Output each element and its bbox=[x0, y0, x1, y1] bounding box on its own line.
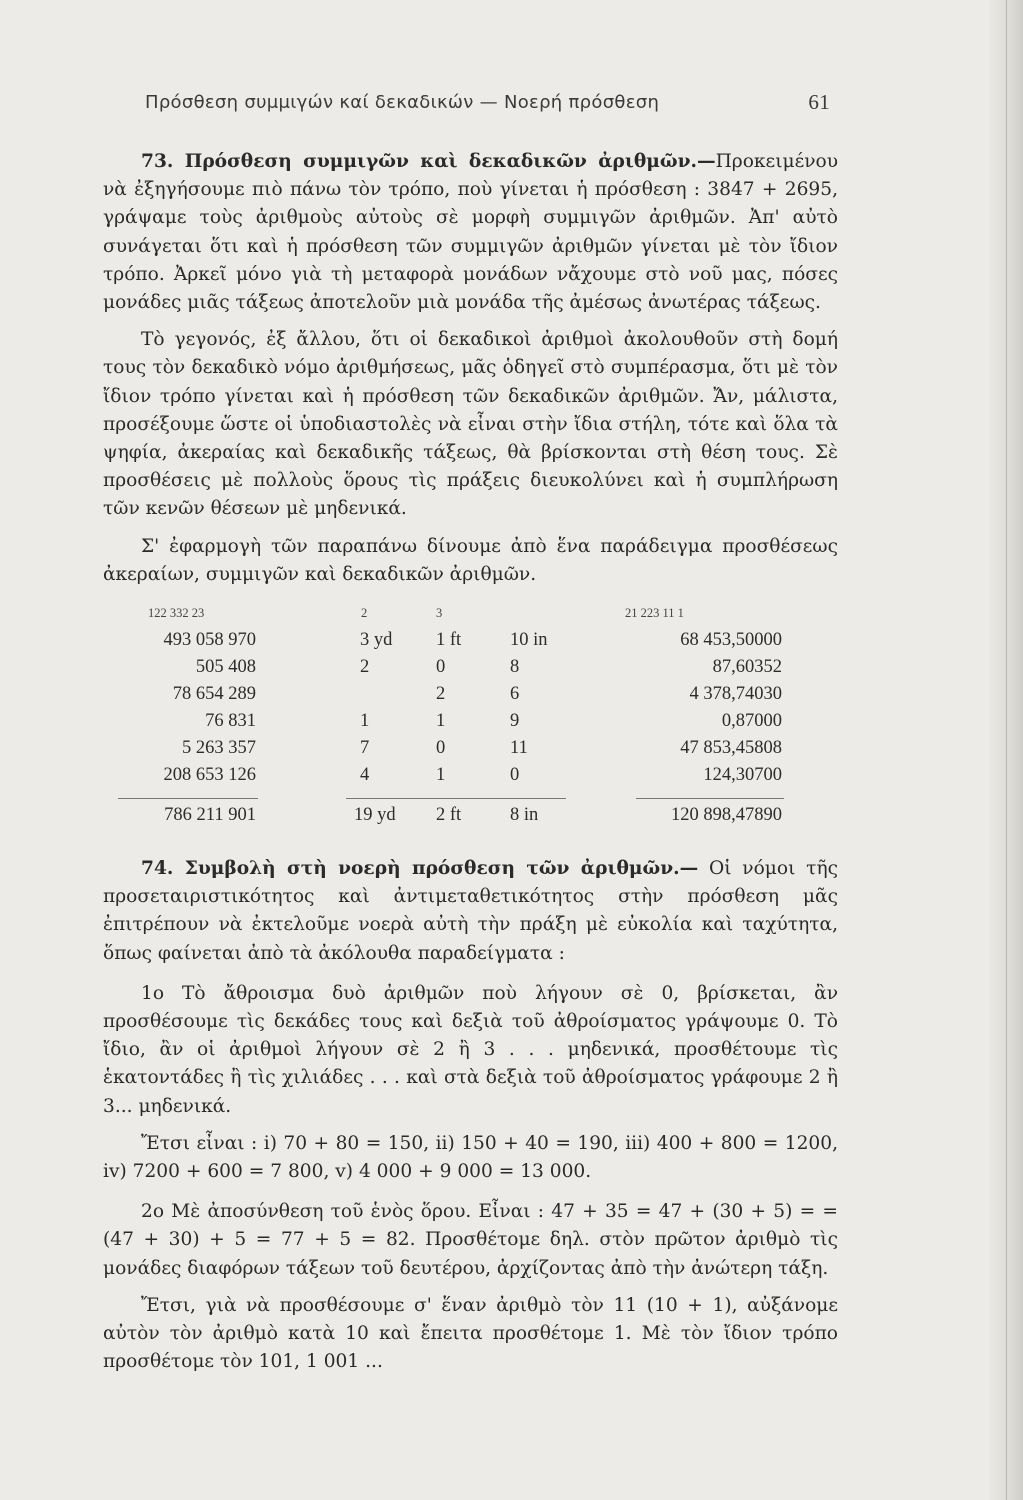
integers-addend: 208 653 126 bbox=[163, 765, 256, 785]
compound-yd: 3 yd bbox=[360, 630, 393, 650]
integers-addend: 493 058 970 bbox=[163, 630, 256, 650]
section-74-item-1-lead: 1ο Τὸ ἄθροισμα δυὸ ἀριθμῶν ποὺ λήγουν σὲ 0, bbox=[141, 982, 680, 1004]
compound-ft: 1 ft bbox=[436, 630, 462, 650]
decimals-addend: 0,87000 bbox=[721, 711, 782, 731]
section-74-item-2-lead: 2ο Μὲ ἀποσύνθεση τοῦ ἑνὸς ὅρου. bbox=[141, 1201, 472, 1223]
compound-ft: 1 bbox=[436, 765, 446, 785]
decimals-addend: 124,30700 bbox=[703, 765, 782, 785]
section-74-item-1 bbox=[103, 980, 838, 1121]
compound-carry: 2 bbox=[361, 606, 368, 620]
compound-in: 0 bbox=[510, 765, 520, 785]
running-title: Πρόσθεση συμμιγών καί δεκαδικών — Νοερή πρόσθεση bbox=[145, 92, 660, 113]
addition-examples bbox=[118, 606, 798, 838]
decimals-addend: 4 378,74030 bbox=[689, 684, 782, 704]
compound-ft: 2 bbox=[436, 684, 446, 704]
compound-ft: 0 bbox=[436, 657, 446, 677]
section-74-item-2-more: Ἔτσι, γιὰ νὰ προσθέσουμε σ' ἕναν ἀριθμὸ τὸν 11 (10 + 1), αὐξάνομε αὐτὸν τὸν ἀριθμὸ κατὰ 10 καὶ ἔπειτα προσθέτομε 1. Μὲ τὸν ἴδιον τρόπο προσθέτομε τὸν 101, 1 001 ... bbox=[103, 1294, 838, 1373]
section-74-paragraph-1-text: Οἱ νόμοι τῆς προσεταιριστικότητος καὶ ἀντιμεταθετικότητος στὴν πρόσθεση μᾶς ἐπιτρέπουν νὰ ἐκτελοῦμε νοερὰ αὐτὴ τὴν πράξη μὲ εὐκολία καὶ ταχύτητα, ὅπως φαίνεται ἀπὸ τὰ ἀκόλουθα παραδείγματα : bbox=[103, 858, 838, 964]
integers-addend: 76 831 bbox=[205, 711, 256, 731]
compound-yd: 1 bbox=[360, 711, 370, 731]
compound-sum-ft: 2 ft bbox=[436, 805, 462, 825]
decimals-addend: 68 453,50000 bbox=[680, 630, 782, 650]
compound-yd: 7 bbox=[360, 738, 370, 758]
section-73-paragraph-1-text: Προκειμένου νὰ ἐξηγήσουμε πιὸ πάνω τὸν τρόπο, ποὺ γίνεται ἡ πρόσθεση : 3847 + 2695, γράψαμε τοὺς ἀριθμοὺς αὐτοὺς σὲ μορφὴ συμμιγῶν ἀριθμῶν. Ἀπ' αὐτὸ συνάγεται ὅτι καὶ ἡ πρόσθεση τῶν συμμιγῶν ἀριθμῶν γίνεται μὲ τὸν ἴδιον τρόπο. Ἀρκεῖ μόνο γιὰ τὴ μεταφορὰ μονάδων νἄχουμε στὸ νοῦ μας, πόσες μονάδες μιᾶς τάξεως ἀποτελοῦν μιὰ μονάδα τῆς ἀμέσως ἀνωτέρας τάξεως. bbox=[103, 151, 838, 314]
running-head bbox=[145, 90, 830, 118]
compound-sum-in: 8 in bbox=[510, 805, 539, 825]
section-73-paragraph-2: Τὸ γεγονός, ἐξ ἄλλου, ὅτι οἱ δεκαδικοὶ ἀριθμοὶ ἀκολουθοῦν στὴ δομή τους τὸν δεκαδικὸ νόμο ἀριθμήσεως, μᾶς ὁδηγεῖ στὸ συμπέρασμα, ὅτι μὲ τὸν ἴδιον τρόπο γίνεται καὶ ἡ πρόσθεση τῶν δεκαδικῶν ἀριθμῶν. Ἄν, μάλιστα, προσέξουμε ὥστε οἱ ὑποδιαστολὲς νὰ εἶναι στὴν ἴδια στήλη, τότε καὶ ὅλα τὰ ψηφία, ἀκεραίας καὶ δεκαδικῆς τάξεως, θὰ βρίσκονται στὴ θέση τους. Σὲ προσθέσεις μὲ πολλοὺς ὅρους τὶς πράξεις διευκολύνει καὶ ἡ συμπλήρωση τῶν κενῶν θέσεων μὲ μηδενικά. bbox=[103, 329, 838, 520]
compound-yd: 2 bbox=[360, 657, 370, 677]
section-73-paragraph-1 bbox=[103, 148, 838, 317]
section-74-paragraph-1 bbox=[103, 855, 838, 968]
integers-sum: 786 211 901 bbox=[164, 805, 256, 825]
section-74-heading: 74. Συμβολὴ στὴ νοερὴ πρόσθεση τῶν ἀριθμῶν.— bbox=[141, 858, 699, 879]
decimals-sum-rule bbox=[636, 798, 784, 799]
decimals-carries: 21 223 11 1 bbox=[625, 606, 684, 620]
decimals-addend: 87,60352 bbox=[712, 657, 782, 677]
compound-ft: 0 bbox=[436, 738, 446, 758]
compound-in: 6 bbox=[510, 684, 520, 704]
compound-sum-rule bbox=[346, 798, 566, 799]
page-number: 61 bbox=[808, 90, 830, 114]
compound-sum-yd: 19 yd bbox=[354, 805, 396, 825]
section-73 bbox=[103, 148, 838, 598]
integers-addend: 505 408 bbox=[195, 657, 256, 677]
integers-addend: 5 263 357 bbox=[182, 738, 256, 758]
page-edge-shadow bbox=[1006, 0, 1007, 1500]
integers-carries: 122 332 23 bbox=[148, 606, 205, 620]
section-74-item-2-text: Εἶναι : 47 + 35 = 47 + (30 + 5) = = (47 + 30) + 5 = 77 + 5 = 82. Προσθέτομε δηλ. στὸν πρῶτον ἀριθμὸ τὶς μονάδες διαφόρων τάξεων τοῦ δευτέρου, ἀρχίζοντας ἀπὸ τὴν ἀνώτερη τάξη. bbox=[103, 1201, 838, 1279]
section-73-paragraph-3: Σ' ἐφαρμογὴ τῶν παραπάνω δίνουμε ἀπὸ ἕνα παράδειγμα προσθέσεως ἀκεραίων, συμμιγῶν καὶ δεκαδικῶν ἀριθμῶν. bbox=[103, 535, 838, 585]
compound-ft: 1 bbox=[436, 711, 446, 731]
section-74-item-2 bbox=[103, 1198, 838, 1283]
section-74 bbox=[103, 855, 838, 1385]
section-74-item-1-examples: Ἔτσι εἶναι : i) 70 + 80 = 150, ii) 150 + 40 = 190, iii) 400 + 800 = 1200, iv) 7200 + 600 = 7 800, v) 4 000 + 9 000 = 13 000. bbox=[103, 1132, 838, 1183]
compound-carry: 3 bbox=[436, 606, 443, 620]
section-73-heading: 73. Πρόσθεση συμμιγῶν καὶ δεκαδικῶν ἀριθμῶν.— bbox=[141, 151, 716, 172]
decimals-addend: 47 853,45808 bbox=[680, 738, 782, 758]
compound-in: 8 bbox=[510, 657, 520, 677]
integers-sum-rule bbox=[118, 798, 258, 799]
compound-in: 11 bbox=[510, 738, 528, 758]
compound-yd: 4 bbox=[360, 765, 370, 785]
compound-in: 9 bbox=[510, 711, 520, 731]
decimals-sum: 120 898,47890 bbox=[671, 805, 782, 825]
compound-in: 10 in bbox=[510, 630, 548, 650]
integers-addend: 78 654 289 bbox=[172, 684, 256, 704]
section-74-item-1-text: βρίσκεται, ἂν προσθέσουμε τὶς δεκάδες τους καὶ δεξιὰ τοῦ ἀθροίσματος γράψουμε 0. Τὸ ἴδιο, ἂν οἱ ἀριθμοὶ λήγουν σὲ 2 ἢ 3 . . . μηδενικά, προσθέτουμε τὶς ἑκατοντάδες ἢ τὶς χιλιάδες . . . καὶ στὰ δεξιὰ τοῦ ἀθροίσματος γράφουμε 2 ἢ 3... μηδενικά. bbox=[103, 982, 838, 1117]
